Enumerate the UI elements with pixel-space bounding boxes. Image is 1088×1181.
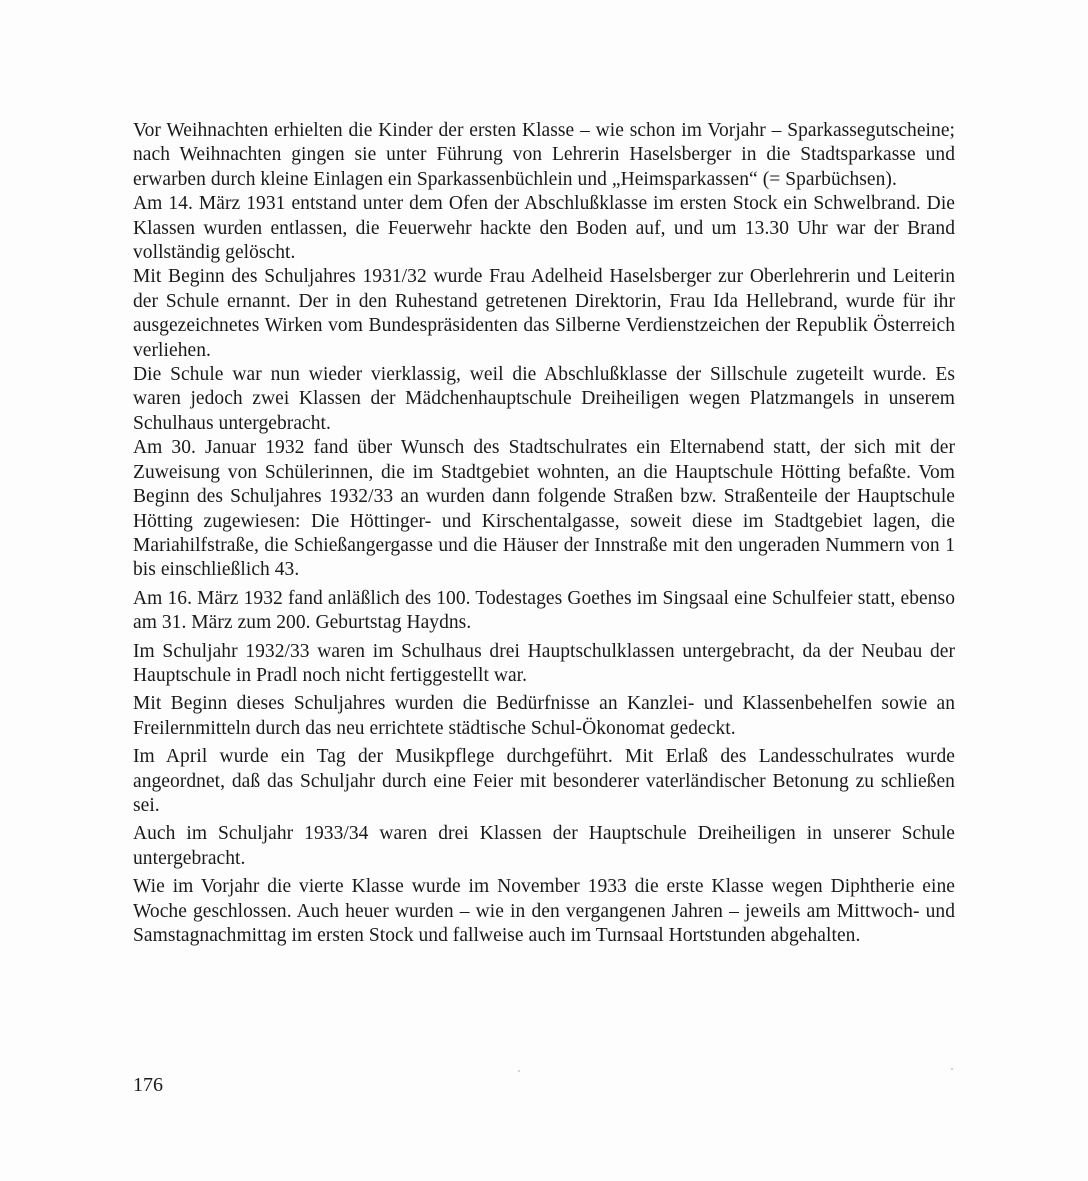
paragraph-savings-vouchers: Vor Weihnachten erhielten die Kinder der ersten Klasse – wie schon im Vorjahr – Sparkassegutscheine; nach Weihnachten gingen sie unter Führung von Lehrerin Haselsberger in die Stadtsparkasse und erwarben durch kleine Einlagen ein Sparkassenbüchlein und „Heimsparkassen“ (= Sparbüchsen). [133,120,955,190]
paragraph-smoldering-fire: Am 14. März 1931 entstand unter dem Ofen der Abschlußklasse im ersten Stock ein Schwelbrand. Die Klassen wurden entlassen, die Feuerwehr hackte den Boden auf, und um 13.30 Uhr war der Brand vollständig gelöscht. [133,193,955,264]
body-text [133,119,955,948]
paragraph-school-year-1933: Auch im Schuljahr 1933/34 waren drei Klassen der Hauptschule Dreiheiligen in unserer Schule untergebracht. [133,823,955,869]
paragraph-music-day: Im April wurde ein Tag der Musikpflege durchgeführt. Mit Erlaß des Landesschulrates wurde angeordnet, daß das Schuljahr durch eine Feier mit besonderer vaterländischer Betonung zu schließen sei. [133,746,955,816]
paragraph-school-supplies: Mit Beginn dieses Schuljahres wurden die Bedürfnisse an Kanzlei- und Klassenbehelfen sowie an Freilernmitteln durch das neu errichtete städtische Schul-Ökonomat gedeckt. [133,693,955,739]
scan-speck [518,1070,520,1072]
paragraph-diphtheria: Wie im Vorjahr die vierte Klasse wurde im November 1933 die erste Klasse wegen Diphtherie eine Woche geschlossen. Auch heuer wurden – wie in den vergangenen Jahren – jeweils am Mittwoch- und Samstagnachmittag im ersten Stock und fallweise auch im Turnsaal Hortstunden abgehalten. [133,876,955,946]
paragraph-goethe-haydn: Am 16. März 1932 fand anläßlich des 100. Todestages Goethes im Singsaal eine Schulfeier statt, ebenso am 31. März zum 200. Geburtstag Haydns. [133,587,955,634]
paragraph-new-head-teacher: Mit Beginn des Schuljahres 1931/32 wurde Frau Adelheid Haselsberger zur Oberlehrerin und Leiterin der Schule ernannt. Der in den Ruhestand getretenen Direktorin, Frau Ida Hellebrand, wurde für ihr ausgezeichnetes Wirken vom Bundespräsidenten das Silberne Verdienstzeichen der Republik Österreich verliehen. [133,266,955,361]
page-number: 176 [133,1074,163,1096]
paragraph-parents-evening: Am 30. Januar 1932 fand über Wunsch des Stadtschulrates ein Elternabend statt, der sich mit der Zuweisung von Schülerinnen, die im Stadtgebiet wohnten, an die Hauptschule Hötting befaßte. Vom Beginn des Schuljahres 1932/33 an wurden dann folgende Straßen bzw. Straßenteile der Hauptschule Hötting zugewiesen: Die Höttinger- und Kirschentalgasse, soweit diese im Stadtgebiet lagen, die Mariahilfstraße, die Schießangergasse und die Häuser der Innstraße mit den ungeraden Nummern von 1 bis einschließlich 43. [133,437,955,581]
scan-speck [951,1068,953,1070]
paragraph-four-classes: Die Schule war nun wieder vierklassig, weil die Abschlußklasse der Sillschule zugeteilt wurde. Es waren jedoch zwei Klassen der Mädchenhauptschule Dreiheiligen wegen Platzmangels in unserem Schulhaus untergebracht. [133,364,955,434]
paragraph-school-year-1932: Im Schuljahr 1932/33 waren im Schulhaus drei Hauptschulklassen untergebracht, da der Neubau der Hauptschule in Pradl noch nicht fertiggestellt war. [133,640,955,686]
